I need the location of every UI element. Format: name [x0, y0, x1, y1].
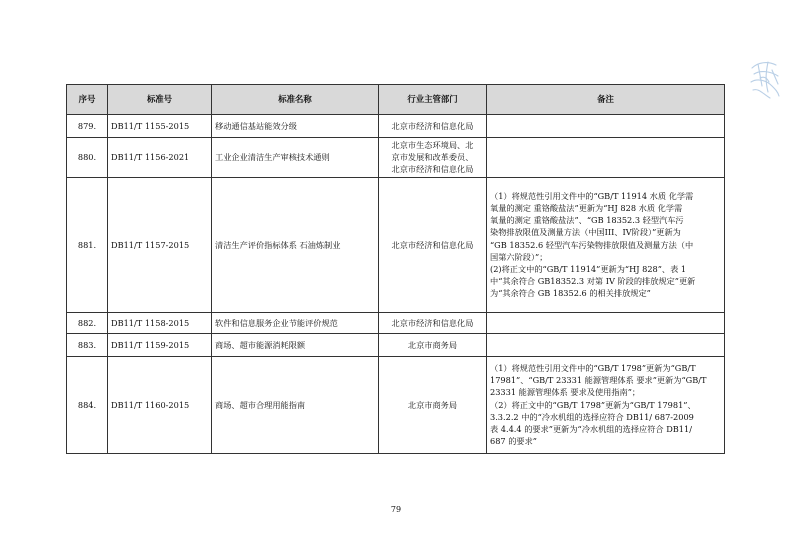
department-line: 北京市经济和信息化局	[391, 120, 474, 131]
table-row	[67, 312, 725, 333]
remark-line: 23331 能源管理体系 要求及使用指南”；	[490, 387, 641, 398]
remark-line: 687 的要求”	[490, 436, 537, 447]
remark-line: 3.3.2.2 中的“冷水机组的选择应符合 DB11/ 687-2009	[490, 411, 694, 422]
remark	[487, 138, 725, 178]
row-number: 880.	[67, 138, 108, 178]
remark-line: 染物排放限值及测量方法（中国III、IV阶段）”更新为	[490, 227, 681, 238]
standard-name: 工业企业清洁生产审核技术通则	[212, 138, 379, 178]
department	[379, 138, 487, 178]
remark	[487, 312, 725, 333]
remark-line: 氧量的测定 重铬酸盐法”、“GB 18352.3 轻型汽车污	[490, 215, 684, 226]
standard-code: DB11/T 1156-2021	[108, 138, 212, 178]
remark-line: 表 4.4.4 的要求”更新为“冷水机组的选择应符合 DB11/	[490, 423, 692, 434]
table-row	[67, 356, 725, 453]
standard-code: DB11/T 1160-2015	[108, 356, 212, 453]
calligraphy-stamp-icon	[748, 56, 782, 102]
table-row	[67, 333, 725, 356]
remark-line: (2)将正文中的“GB/T 11914”更新为“HJ 828”、表 1	[490, 263, 687, 274]
row-number: 879.	[67, 115, 108, 138]
remark-line: （1）将规范性引用文件中的“GB/T 1798”更新为“GB/T	[490, 362, 696, 373]
page-number: 79	[390, 505, 402, 514]
department-line: 北京市商务局	[407, 339, 458, 350]
remark-line: （1）将规范性引用文件中的“GB/T 11914 水质 化学需	[490, 190, 694, 201]
table-row	[67, 138, 725, 178]
row-number: 882.	[67, 312, 108, 333]
table-row	[67, 115, 725, 138]
department	[379, 177, 487, 312]
standard-code: DB11/T 1159-2015	[108, 333, 212, 356]
standards-table	[66, 84, 725, 454]
department-line: 北京市经济和信息化局	[391, 317, 474, 328]
remark-line: 17981”、“GB/T 23331 能源管理体系 要求”更新为“GB/T	[490, 375, 707, 386]
standard-name: 商场、超市能源消耗限额	[212, 333, 379, 356]
remark-line: 国第六阶段）”；	[490, 251, 548, 262]
standard-name: 清洁生产评价指标体系 石油炼制业	[212, 177, 379, 312]
row-number: 881.	[67, 177, 108, 312]
remark	[487, 356, 725, 453]
header-note: 备注	[487, 85, 725, 115]
remark-line: （2）将正文中的“GB/T 1798”更新为“GB/T 17981”、	[490, 399, 696, 410]
header-code: 标准号	[108, 85, 212, 115]
department-line: 北京市经济和信息化局	[391, 164, 474, 175]
remark	[487, 115, 725, 138]
header-dept: 行业主管部门	[379, 85, 487, 115]
table-header-row	[67, 85, 725, 115]
standard-name: 移动通信基站能效分级	[212, 115, 379, 138]
department-line: 北京市商务局	[407, 399, 458, 410]
department	[379, 333, 487, 356]
row-number: 883.	[67, 333, 108, 356]
standard-code: DB11/T 1157-2015	[108, 177, 212, 312]
remark-line: 中“其余符合 GB18352.3 对第 IV 阶段的排放规定”更新	[490, 276, 696, 287]
remark	[487, 333, 725, 356]
header-no: 序号	[67, 85, 108, 115]
remark-line: 氧量的测定 重铬酸盐法”更新为“HJ 828 水质 化学需	[490, 202, 683, 213]
standard-name: 商场、超市合理用能指南	[212, 356, 379, 453]
remark	[487, 177, 725, 312]
header-name: 标准名称	[212, 85, 379, 115]
department	[379, 356, 487, 453]
standard-code: DB11/T 1158-2015	[108, 312, 212, 333]
department-line: 北京市生态环境局、北	[391, 140, 474, 150]
remark-line: 为“其余符合 GB 18352.6 的相关排放规定”	[490, 288, 651, 299]
department-line: 京市发展和改革委员、	[391, 152, 474, 163]
department-line: 北京市经济和信息化局	[391, 239, 474, 250]
department	[379, 115, 487, 138]
standard-code: DB11/T 1155-2015	[108, 115, 212, 138]
remark-line: “GB 18352.6 轻型汽车污染物排放限值及测量方法（中	[490, 239, 694, 250]
standard-name: 软件和信息服务企业节能评价规范	[212, 312, 379, 333]
department	[379, 312, 487, 333]
row-number: 884.	[67, 356, 108, 453]
table-row	[67, 177, 725, 312]
